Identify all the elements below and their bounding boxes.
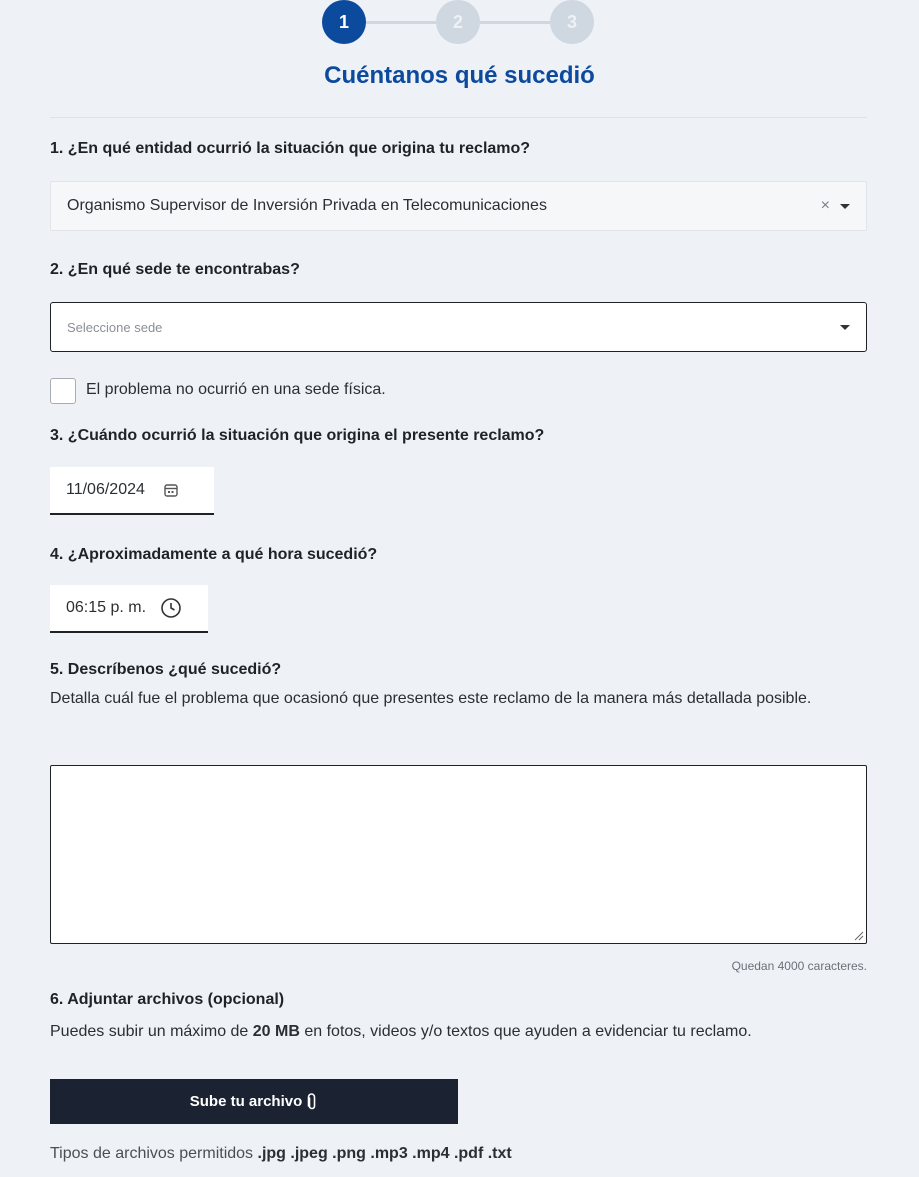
stepper-connector [366,21,436,24]
entity-question-label: 1. ¿En qué entidad ocurrió la situación que origina tu reclamo? [50,140,531,157]
progress-stepper [322,0,594,44]
no-physical-branch-label[interactable]: El problema no ocurrió en una sede física. [86,381,386,398]
divider [50,117,867,118]
allowed-file-types [50,1145,512,1163]
attachments-text: Puedes subir un máximo de [50,1023,253,1040]
attachments-instructions [50,1016,850,1048]
step-1: 1 [322,0,366,44]
step-3: 3 [550,0,594,44]
step-2: 2 [436,0,480,44]
description-question-label: 5. Descríbenos ¿qué sucedió? [50,661,282,678]
resize-handle-icon[interactable] [852,929,864,941]
date-input[interactable] [50,467,214,515]
date-value: 11/06/2024 [66,481,145,498]
upload-file-button[interactable] [50,1079,458,1124]
entity-select-value: Organismo Supervisor de Inversión Privada en Telecomunicaciones [67,197,547,214]
attachments-question-label: 6. Adjuntar archivos (opcional) [50,991,285,1008]
caret-down-icon[interactable] [840,204,850,209]
stepper-connector [480,21,550,24]
branch-select-placeholder: Seleccione sede [67,319,163,335]
page-title: Cuéntanos qué sucedió [324,62,595,89]
no-physical-branch-checkbox[interactable] [50,378,76,404]
character-counter: Quedan 4000 caracteres. [731,959,867,973]
time-value: 06:15 p. m. [66,599,147,616]
clear-icon[interactable]: × [820,197,830,214]
time-input[interactable] [50,585,208,633]
branch-select[interactable] [50,302,867,352]
clock-icon[interactable] [160,597,182,619]
calendar-icon[interactable] [163,482,179,498]
entity-select[interactable] [50,181,867,231]
upload-button-label: Sube tu archivo [189,1093,303,1110]
attachments-text-end: en fotos, videos y/o textos que ayuden a evidenciar tu reclamo. [299,1023,752,1040]
allowed-types-prefix: Tipos de archivos permitidos [50,1145,258,1162]
date-question-label: 3. ¿Cuándo ocurrió la situación que origina el presente reclamo? [50,427,545,444]
caret-down-icon[interactable] [840,325,850,330]
branch-question-label: 2. ¿En qué sede te encontrabas? [50,261,300,278]
time-question-label: 4. ¿Aproximadamente a qué hora sucedió? [50,546,378,563]
description-textarea[interactable] [50,765,867,944]
allowed-types-list: .jpg .jpeg .png .mp3 .mp4 .pdf .txt [257,1145,512,1162]
paperclip-icon [306,1093,318,1111]
attachments-size-limit: 20 MB [252,1023,300,1040]
description-instructions: Detalla cuál fue el problema que ocasionó que presentes este reclamo de la manera más detallada posible. [50,690,812,707]
